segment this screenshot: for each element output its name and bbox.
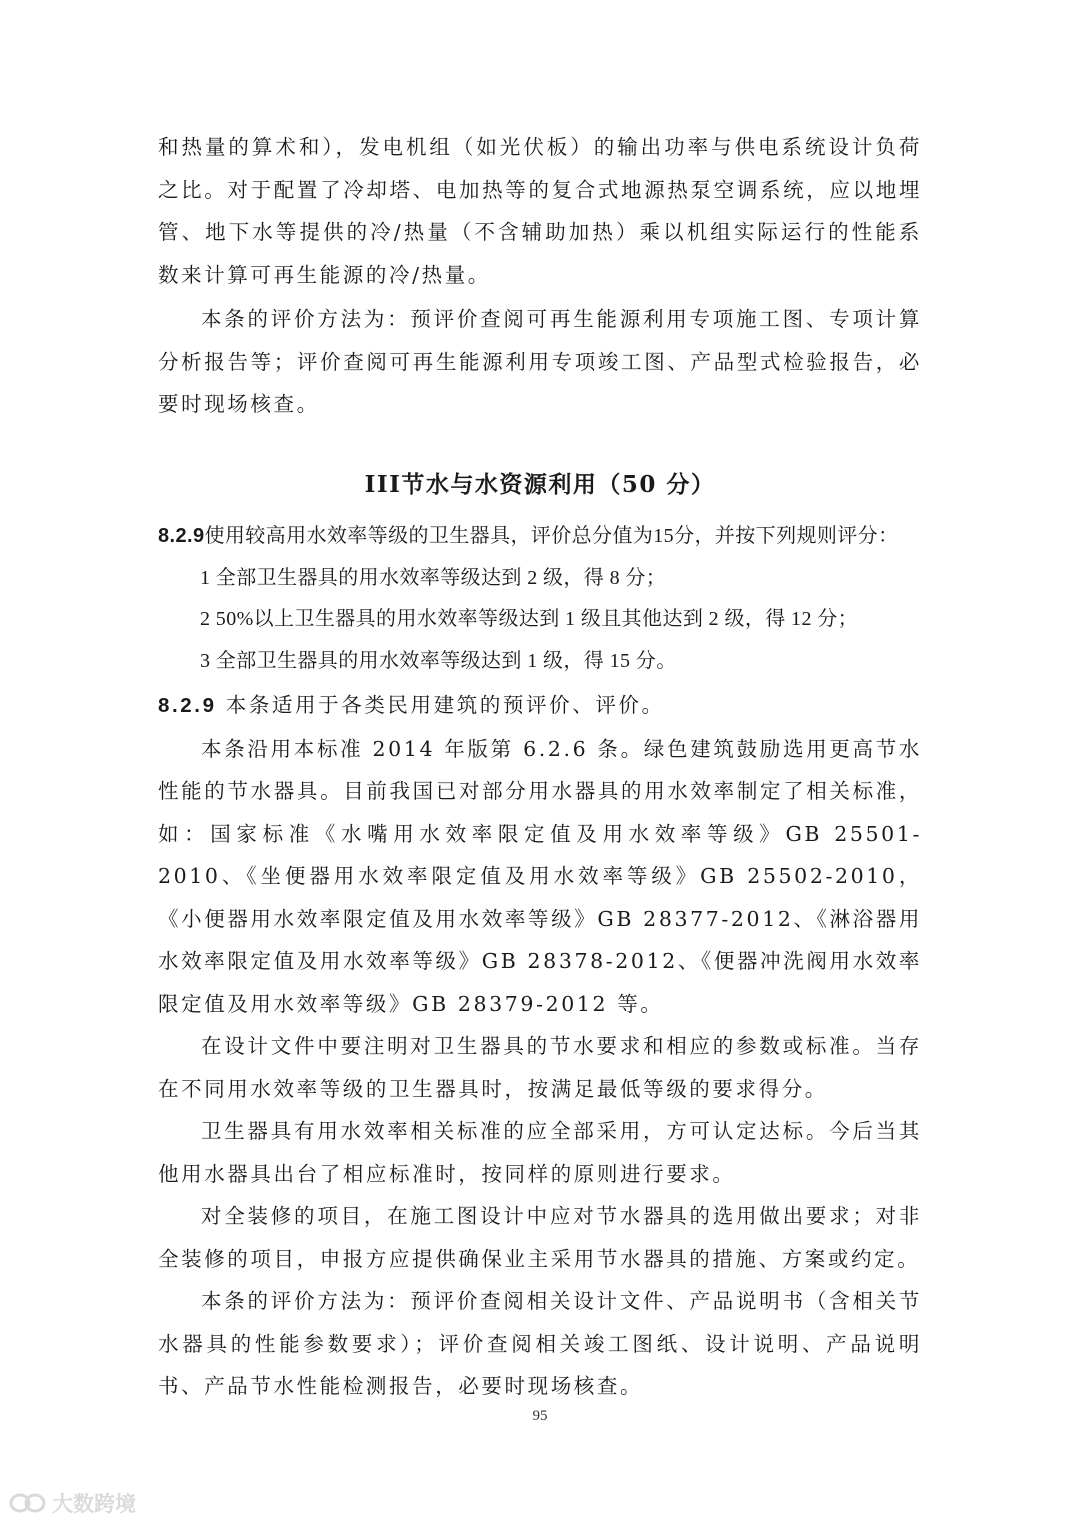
commentary-paragraph-3: 卫生器具有用水效率相关标准的应全部采用，方可认定达标。今后当其他用水器具出台了相应标准时，按同样的原则进行要求。	[158, 1119, 922, 1186]
page-number: 95	[532, 1408, 548, 1424]
clause-item-2: 2 50%以上卫生器具的用水效率等级达到 1 级且其他达到 2 级，得 12 分；	[200, 608, 859, 630]
commentary-number: 8.2.9	[158, 694, 217, 717]
watermark-text: 大数跨境	[52, 1492, 136, 1516]
paragraph-evaluation-method-renewable: 本条的评价方法为：预评价查阅可再生能源利用专项施工图、专项计算分析报告等；评价查阅可再生能源利用专项竣工图、产品型式检验报告，必要时现场核查。	[158, 307, 922, 416]
commentary-block	[158, 684, 922, 1408]
chain-link-icon	[8, 1490, 48, 1516]
commentary-paragraph-1: 本条沿用本标准 2014 年版第 6.2.6 条。绿色建筑鼓励选用更高节水性能的节水器具。目前我国已对部分用水器具的用水效率制定了相关标准，如：国家标准《水嘴用水效率限定值及用水效率等级》GB 25501-2010、《坐便器用水效率限定值及用水效率等级》GB 25502-2010，《小便器用水效率限定值及用水效率等级》GB 28377-2012、《淋浴器用水效率限定值及用水效率等级》GB 28378-2012、《便器冲洗阀用水效率限定值及用水效率等级》GB 28379-2012 等。	[158, 736, 922, 1016]
clause-number: 8.2.9	[158, 525, 205, 547]
commentary-lead: 本条适用于各类民用建筑的预评价、评价。	[225, 693, 665, 717]
commentary-paragraph-5: 本条的评价方法为：预评价查阅相关设计文件、产品说明书（含相关节水器具的性能参数要求）；评价查阅相关竣工图纸、设计说明、产品说明书、产品节水性能检测报告，必要时现场核查。	[158, 1289, 922, 1398]
clause-item-3: 3 全部卫生器具的用水效率等级达到 1 级，得 15 分。	[200, 649, 677, 672]
clause-item-1: 1 全部卫生器具的用水效率等级达到 2 级，得 8 分；	[200, 566, 667, 589]
clause-text: 使用较高用水效率等级的卫生器具，评价总分值为15分，并按下列规则评分：	[204, 525, 899, 547]
continued-text-block	[158, 126, 922, 426]
commentary-paragraph-2: 在设计文件中要注明对卫生器具的节水要求和相应的参数或标准。当存在不同用水效率等级的卫生器具时，按满足最低等级的要求得分。	[158, 1034, 922, 1101]
section-heading: III节水与水资源利用（50 分）	[364, 471, 716, 498]
paragraph-continued: 和热量的算术和），发电机组（如光伏板）的输出功率与供电系统设计负荷之比。对于配置了冷却塔、电加热等的复合式地源热泵空调系统，应以地埋管、地下水等提供的冷/热量（不含辅助加热）乘以机组实际运行的性能系数来计算可再生能源的冷/热量。	[158, 135, 922, 287]
clause-8-2-9	[158, 516, 922, 682]
commentary-paragraph-4: 对全装修的项目，在施工图设计中应对节水器具的选用做出要求；对非全装修的项目，申报方应提供确保业主采用节水器具的措施、方案或约定。	[158, 1204, 922, 1271]
watermark	[8, 1488, 136, 1518]
